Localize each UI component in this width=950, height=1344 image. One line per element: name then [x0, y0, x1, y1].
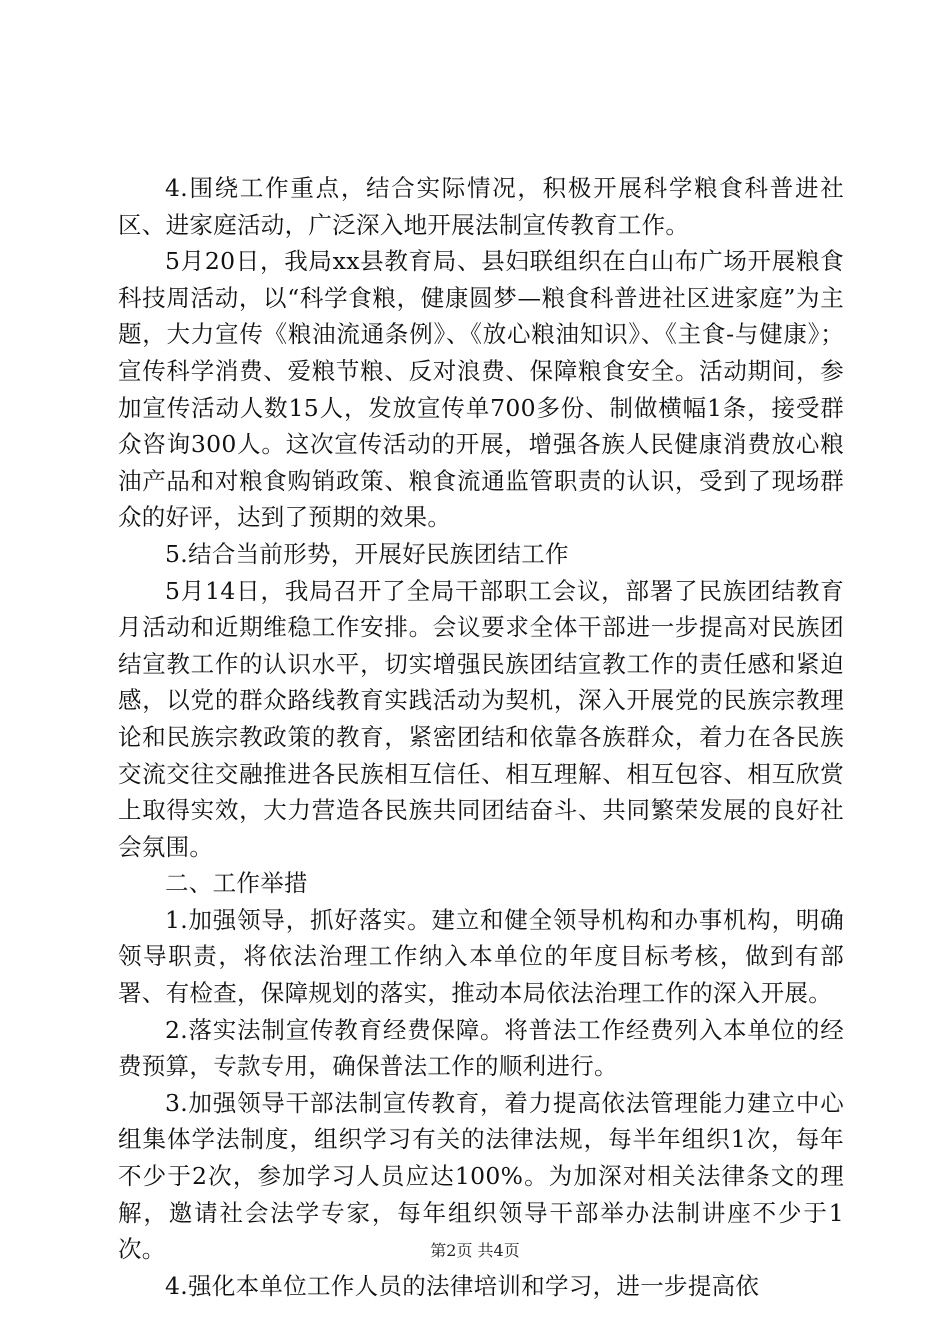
section-heading-work-measures: 二、工作举措: [165, 869, 308, 898]
paragraph-measure-2: 2.落实法制宣传教育经费保障。将普法工作经费列入本单位的经费预算，专款专用，确保普法工作的顺利进行。: [118, 1015, 844, 1081]
paragraph-item-4-heading: 4.围绕工作重点，结合实际情况，积极开展科学粮食科普进社区、进家庭活动，广泛深入地开展法制宣传教育工作。: [118, 174, 844, 239]
paragraph-measure-3: 3.加强领导干部法制宣传教育，着力提高依法管理能力建立中心组集体学法制度，组织学习有关的法律法规，每半年组织1次，每年不少于2次，参加学习人员应达100%。为加深对相关法律条文的理解，邀请社会法学专家，每年组织领导干部举办法制讲座不少于1次。: [118, 1088, 844, 1264]
document-body: [118, 170, 844, 1304]
paragraph-measure-4: 4.强化本单位工作人员的法律培训和学习，进一步提高依: [165, 1271, 760, 1300]
paragraph-measure-1: 1.加强领导，抓好落实。建立和健全领导机构和办事机构，明确领导职责，将依法治理工作纳入本单位的年度目标考核，做到有部署、有检查，保障规划的落实，推动本局依法治理工作的深入开展。: [118, 905, 844, 1008]
paragraph-item-5-heading: 5.结合当前形势，开展好民族团结工作: [165, 539, 569, 568]
paragraph-grain-science-week: 5月20日，我局xx县教育局、县妇联组织在白山布广场开展粮食科技周活动，以“科学食粮，健康圆梦—粮食科普进社区进家庭”为主题，大力宣传《粮油流通条例》、《放心粮油知识》、《主食-与健康》；宣传科学消费、爱粮节粮、反对浪费、保障粮食安全。活动期间，参加宣传活动人数15人，发放宣传单700多份、制做横幅1条，接受群众咨询300人。这次宣传活动的开展，增强各族人民健康消费放心粮油产品和对粮食购销政策、粮食流通监管职责的认识，受到了现场群众的好评，达到了预期的效果。: [118, 247, 844, 532]
page-number-footer: 第2页 共4页: [430, 1241, 520, 1260]
paragraph-ethnic-unity-meeting: 5月14日，我局召开了全局干部职工会议，部署了民族团结教育月活动和近期维稳工作安排。会议要求全体干部进一步提高对民族团结宣教工作的认识水平，切实增强民族团结宣教工作的责任感和紧迫感，以党的群众路线教育实践活动为契机，深入开展党的民族宗教理论和民族宗教政策的教育，紧密团结和依靠各族群众，着力在各民族交流交往交融推进各民族相互信任、相互理解、相互包容、相互欣赏上取得实效，大力营造各民族共同团结奋斗、共同繁荣发展的良好社会氛围。: [118, 576, 844, 861]
